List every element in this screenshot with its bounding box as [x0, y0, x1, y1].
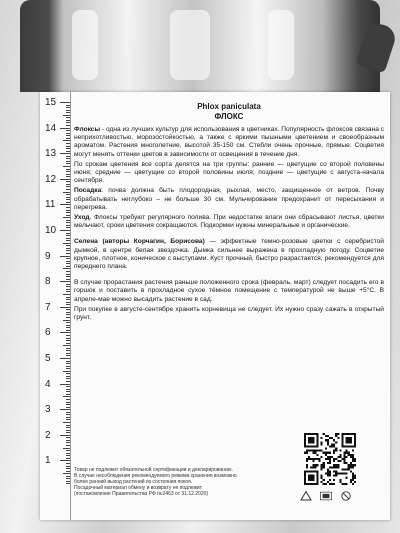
ruler-tick — [63, 448, 70, 449]
planting-label: Посадка — [74, 187, 102, 195]
ruler-tick — [63, 217, 70, 218]
ruler-tick — [66, 481, 70, 482]
ruler-tick — [63, 320, 70, 321]
ruler-tick — [66, 348, 70, 349]
bag-sheen — [170, 10, 210, 80]
ruler-tick — [66, 266, 70, 267]
ruler-tick — [66, 279, 70, 280]
intro-label: Флоксы — [74, 126, 101, 133]
ruler-tick — [66, 478, 70, 479]
ruler-tick — [66, 225, 70, 226]
ruler-tick — [66, 261, 70, 262]
planting-paragraph — [74, 187, 384, 212]
ruler-tick — [66, 302, 70, 303]
ruler-tick — [66, 297, 70, 298]
ruler-tick — [66, 117, 70, 118]
ruler-tick — [66, 212, 70, 213]
ruler-number: 12 — [45, 173, 57, 185]
ruler-tick — [60, 435, 70, 436]
ruler-number: 10 — [45, 225, 57, 236]
ruler-tick — [66, 199, 70, 200]
ruler-tick — [66, 202, 70, 203]
ruler-tick — [66, 391, 70, 392]
ruler-tick — [66, 417, 70, 418]
ruler-tick — [66, 430, 70, 431]
ruler-tick — [66, 304, 70, 305]
ruler-tick — [66, 151, 70, 152]
ruler-tick — [66, 233, 70, 234]
ruler-tick — [66, 276, 70, 277]
ruler-tick — [66, 407, 70, 408]
ruler-tick — [66, 363, 70, 364]
ruler-tick — [60, 153, 70, 154]
ruler-tick — [66, 284, 70, 285]
ruler-tick — [63, 192, 70, 193]
ruler-tick — [66, 163, 70, 164]
bag-top-wrap — [20, 0, 380, 92]
ruler-tick — [66, 263, 70, 264]
ruler-tick — [66, 240, 70, 241]
ruler-tick — [66, 271, 70, 272]
ruler-number: 11 — [45, 199, 56, 211]
ruler-tick — [66, 135, 70, 136]
ruler-tick — [66, 207, 70, 208]
ruler-tick — [60, 204, 70, 205]
ruler-tick — [66, 325, 70, 326]
ruler-tick — [66, 338, 70, 339]
ruler-tick — [60, 307, 70, 308]
ruler-tick — [66, 143, 70, 144]
ruler-tick — [66, 378, 70, 379]
ruler-tick — [66, 189, 70, 190]
ruler-tick — [66, 353, 70, 354]
ruler-number: 5 — [45, 353, 51, 364]
ruler-tick — [66, 222, 70, 223]
ruler-tick — [66, 169, 70, 170]
ruler-number: 6 — [45, 327, 51, 339]
ruler-tick — [66, 466, 70, 467]
ruler-tick — [66, 120, 70, 121]
ruler-tick — [66, 322, 70, 323]
ruler-number: 7 — [45, 301, 51, 313]
product-name: ФЛОКС — [214, 112, 244, 121]
ruler-tick — [66, 366, 70, 367]
care-paragraph — [74, 214, 384, 230]
ruler-tick — [66, 197, 70, 198]
ruler-tick — [66, 476, 70, 477]
ruler-tick — [66, 158, 70, 159]
ruler-tick — [60, 128, 70, 129]
ruler-tick — [60, 409, 70, 410]
ruler-tick — [66, 463, 70, 464]
ruler-tick — [60, 281, 70, 282]
ruler-tick — [63, 140, 70, 141]
ruler-tick — [66, 133, 70, 134]
ruler-tick — [66, 402, 70, 403]
ruler-tick — [63, 473, 70, 474]
ruler-number: 13 — [45, 148, 57, 160]
fine-print-line: (постановление Правительства РФ №2463 от 31.12.2020) — [74, 491, 209, 497]
ruler-tick — [66, 161, 70, 162]
ruler-tick — [66, 299, 70, 300]
ruler-tick — [66, 235, 70, 236]
ruler-tick — [66, 368, 70, 369]
ruler-tick — [66, 125, 70, 126]
planting-text: : почва должна быть плодородная, рыхлая, место, защищенное от ветров. Почву обрабатывать неглубоко – не больше 30 см. Мульчирование предохранит от пересыхания и перегрева. — [74, 187, 384, 211]
ruler-tick — [66, 427, 70, 428]
ruler-number: 1 — [45, 455, 51, 467]
ruler-tick — [66, 373, 70, 374]
fine-print — [74, 467, 274, 497]
purchase-paragraph: При покупке в августе-сентябре хранить корневища не следует. Их нужно сразу сажать в открытый грунт. — [74, 305, 384, 322]
ruler-tick — [66, 253, 70, 254]
ruler-tick — [66, 317, 70, 318]
ruler-tick — [63, 268, 70, 269]
ruler-tick — [63, 371, 70, 372]
bag-sheen — [72, 10, 98, 80]
ruler-tick — [66, 274, 70, 275]
fine-print-line: Посадочный материал обмену и возврату не подлежит — [74, 485, 203, 491]
ruler-tick — [66, 227, 70, 228]
ruler-tick — [63, 422, 70, 423]
ruler-tick — [66, 389, 70, 390]
bag-sheen — [268, 10, 294, 80]
ruler-tick — [66, 458, 70, 459]
ruler-tick — [66, 440, 70, 441]
ruler-tick — [66, 381, 70, 382]
ruler-tick — [66, 455, 70, 456]
ruler-tick — [63, 115, 70, 116]
fine-print-line: В случае несоблюдения рекомендуемого режима хранения возможно — [74, 473, 237, 479]
ruler-tick — [66, 453, 70, 454]
ruler-tick — [66, 258, 70, 259]
ruler-tick — [66, 335, 70, 336]
ruler-tick — [66, 376, 70, 377]
ruler-tick — [66, 312, 70, 313]
ruler-tick — [66, 138, 70, 139]
ruler-tick — [66, 194, 70, 195]
ruler-tick — [66, 220, 70, 221]
ruler-tick — [63, 166, 70, 167]
fine-print-line: более ранний выход растений из состояния покоя. — [74, 479, 193, 485]
ruler-tick — [66, 171, 70, 172]
ruler-tick — [66, 174, 70, 175]
ruler-tick — [66, 450, 70, 451]
latin-name: Phlox paniculata — [197, 102, 261, 111]
variety-label: Селена (авторы Корчагин, Борисова) — [74, 238, 205, 246]
ruler-tick — [66, 156, 70, 157]
ruler-tick — [60, 332, 70, 333]
ruler-tick — [66, 419, 70, 420]
ruler-tick — [66, 343, 70, 344]
package-symbols — [300, 490, 380, 502]
care-label: Уход — [74, 214, 90, 222]
ruler-tick — [60, 230, 70, 231]
ruler-tick — [66, 399, 70, 400]
groups-paragraph: По срокам цветения все сорта делятся на три группы: ранние — цветущие со второй половины июня; средние — цветущие со второй половины июля; поздние — цветущие с августа-начала сентября. — [74, 160, 384, 185]
ruler-tick — [66, 468, 70, 469]
ruler-scale — [40, 92, 71, 520]
ruler-tick — [66, 210, 70, 211]
ruler-number: 15 — [45, 97, 57, 108]
ruler-number: 4 — [45, 378, 51, 390]
ruler-tick — [66, 250, 70, 251]
ruler-number: 14 — [45, 122, 57, 134]
ruler-tick — [60, 256, 70, 257]
ruler-tick — [63, 345, 70, 346]
ruler-number: 8 — [45, 276, 51, 288]
variety-paragraph — [74, 238, 384, 271]
ruler-tick — [66, 105, 70, 106]
variety-text: — эффектные темно-розовые цветки с серебристой дымкой, в центре белая звездочка. Дымка сильнее выражена в прохладную погоду. Соцветие крупное, плотное, коническое с выступами. Куст прочный, быстро разрастается, рекомендуется для переднего плана. — [74, 238, 384, 271]
ruler-tick — [66, 330, 70, 331]
ruler-tick — [66, 425, 70, 426]
instructions-text — [74, 102, 384, 324]
ruler-tick — [66, 289, 70, 290]
ruler-tick — [66, 432, 70, 433]
ruler-tick — [66, 412, 70, 413]
ruler-tick — [66, 122, 70, 123]
ruler-tick — [66, 245, 70, 246]
ruler-tick — [66, 437, 70, 438]
ruler-tick — [60, 179, 70, 180]
ruler-tick — [66, 471, 70, 472]
ruler-tick — [66, 130, 70, 131]
ruler-tick — [66, 483, 70, 484]
ruler-number: 3 — [45, 404, 51, 416]
ruler-tick — [66, 314, 70, 315]
ruler-tick — [66, 286, 70, 287]
ruler-tick — [66, 361, 70, 362]
ruler-tick — [66, 248, 70, 249]
ruler-tick — [66, 215, 70, 216]
ruler-tick — [66, 340, 70, 341]
ruler-tick — [60, 384, 70, 385]
ruler-tick — [63, 243, 70, 244]
ruler-tick — [66, 238, 70, 239]
ruler-tick — [66, 186, 70, 187]
care-text: . Флоксы требуют регулярного полива. При недостатке влаги они сбрасывают листья, цветки мельчают, сроки цветения сокращаются. Подкормки нужны минеральные и органические. — [74, 214, 384, 230]
no-return-icon — [340, 491, 352, 501]
ruler-tick — [66, 291, 70, 292]
ruler-number: 9 — [45, 250, 51, 262]
ruler-tick — [60, 102, 70, 103]
ruler-tick — [66, 110, 70, 111]
ruler-tick — [66, 184, 70, 185]
eac-mark-icon — [320, 491, 332, 501]
intro-text: - одна из лучших культур для использования в цветниках. Популярность флоксов связана с неприхотливостью, морозостойкостью, а также с яркими пышными цветением и своеобразным ароматом. Растения многолетние, высотой 35-150 см. Стебли очень прочные, прямые. Соцветия могут менять оттенки цветов в зависимости от освещения в течение дня. — [74, 126, 385, 158]
ruler-tick — [66, 445, 70, 446]
ruler-tick — [66, 327, 70, 328]
qr-code-icon — [304, 433, 356, 485]
ruler-number: 2 — [45, 429, 51, 441]
ruler-tick — [66, 350, 70, 351]
ruler-tick — [66, 309, 70, 310]
intro-paragraph — [74, 126, 384, 159]
fine-print-line: Товар не подлежит обязательной сертификации и декларированию. — [74, 467, 233, 473]
ruler-tick — [66, 442, 70, 443]
ruler-tick — [66, 107, 70, 108]
ruler-tick — [66, 112, 70, 113]
ruler-tick — [63, 294, 70, 295]
ruler-tick — [66, 386, 70, 387]
ruler-tick — [60, 358, 70, 359]
ruler-tick — [66, 414, 70, 415]
ruler-tick — [66, 404, 70, 405]
storage-paragraph: В случае прорастания растения раньше положенного срока (февраль, март) следует посадить его в горшок и поставить в прохладное сухое тёмное помещение с температурой не выше +5°С. В апреле-мае можно высадить растение в сад. — [74, 279, 384, 303]
recycle-icon — [300, 491, 312, 501]
ruler-tick — [66, 394, 70, 395]
ruler-tick — [63, 396, 70, 397]
ruler-tick — [66, 181, 70, 182]
ruler-tick — [66, 146, 70, 147]
ruler-tick — [66, 148, 70, 149]
ruler-tick — [66, 176, 70, 177]
ruler-tick — [66, 355, 70, 356]
ruler-tick — [60, 460, 70, 461]
